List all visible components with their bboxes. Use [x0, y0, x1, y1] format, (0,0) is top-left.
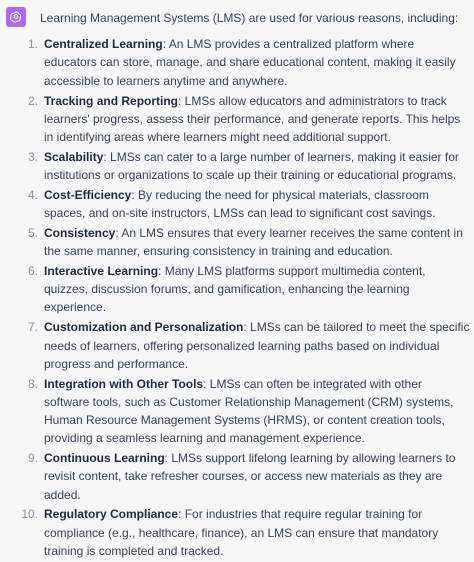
list-item-text: : For industries that require regular training for compliance (e.g., healthcare, finance), an LMS can ensure that mandatory training is completed and tracked.: [44, 507, 439, 558]
list-item: [27, 148, 470, 184]
list-item-text: : LMSs support lifelong learning by allowing learners to revisit content, take refresher courses, or access new materials as they are added.: [44, 451, 456, 502]
list-item: [21, 505, 470, 560]
list-item-term: Customization and Personalization: [44, 320, 244, 335]
list-item-text: : Many LMS platforms support multimedia content, quizzes, discussion forums, and gamification, enhancing the learning experience.: [44, 264, 426, 315]
list-item: [27, 92, 470, 147]
reasons-list: [21, 35, 470, 560]
list-item-text: : LMSs can cater to a large number of learners, making it easier for institutions or organizations to scale up their training or educational programs.: [44, 149, 459, 182]
list-item-term: Centralized Learning: [44, 37, 163, 52]
list-item-number: 2.: [27, 93, 38, 108]
list-item-number: 4.: [27, 187, 38, 202]
list-item-number: 3.: [27, 149, 38, 164]
list-item: [27, 186, 470, 222]
list-item-number: 8.: [27, 376, 38, 391]
list-item-term: Interactive Learning: [44, 264, 159, 279]
list-item: [27, 449, 470, 504]
openai-logo-icon: [9, 10, 23, 24]
list-item-term: Scalability: [44, 149, 104, 164]
list-item-text: : LMSs can often be integrated with other software tools, such as Customer Relationship Management (CRM) systems, Human Resource Management Systems (HRMS), or content creation tools, providing a seamless learning and management experience.: [44, 376, 454, 446]
list-item-term: Continuous Learning: [44, 451, 165, 466]
list-item-text: : An LMS provides a centralized platform where educators can store, manage, and share educational content, making it easily accessible to learners anytime and anywhere.: [44, 37, 456, 88]
list-item: [27, 224, 470, 260]
list-item-text: : LMSs allow educators and administrators to track learners' progress, assess their performance, and generate reports. This helps in identifying areas where learners might need additional support.: [44, 93, 461, 144]
list-item-number: 7.: [27, 320, 38, 335]
list-item-number: 6.: [27, 264, 38, 279]
list-item-term: Integration with Other Tools: [44, 376, 204, 391]
list-item-text: : An LMS ensures that every learner receives the same content in the same manner, ensuring consistency in training and education.: [44, 225, 463, 259]
list-item: [27, 262, 470, 317]
list-item-term: Cost-Efficiency: [44, 187, 132, 202]
list-item-number: 9.: [27, 451, 38, 466]
response-intro: Learning Management Systems (LMS) are used for various reasons, including:: [40, 11, 459, 25]
list-item: [27, 318, 470, 373]
list-item-number: 5.: [27, 225, 38, 240]
list-item-number: 10.: [21, 507, 38, 522]
list-item-term: Consistency: [44, 225, 116, 240]
list-item-term: Tracking and Reporting: [44, 93, 179, 108]
list-item-term: Regulatory Compliance: [44, 507, 179, 522]
list-item: [27, 35, 470, 90]
list-item: [27, 375, 470, 448]
response-content: [21, 9, 470, 562]
list-item-text: : LMSs can be tailored to meet the specific needs of learners, offering personalized learning paths based on individual progress and performance.: [44, 320, 470, 371]
assistant-avatar: [6, 7, 26, 27]
list-item-number: 1.: [27, 37, 38, 52]
list-item-text: : By reducing the need for physical materials, classroom spaces, and on-site instructors, LMSs can lead to significant cost savings.: [44, 187, 436, 221]
